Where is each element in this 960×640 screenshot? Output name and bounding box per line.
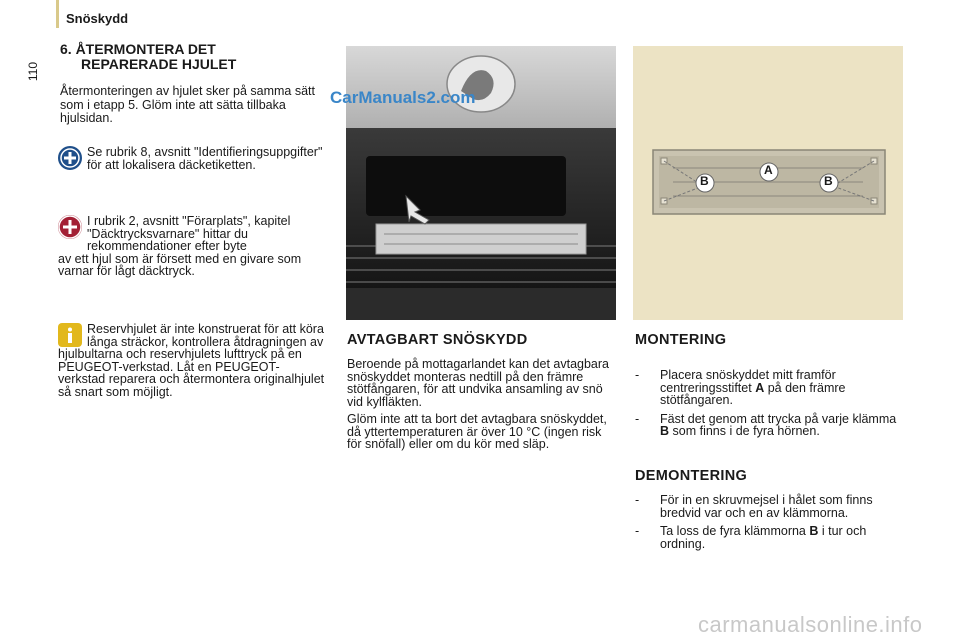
section-title-removal: DEMONTERING [635,468,748,484]
label-b-left: B [700,174,709,188]
note-text-rest: hjulbultarna och reservhjulets lufttryck på en PEUGEOT-verkstad. Låt en PEUGEOT-verkstad reparera och återmontera originalhjulet så snart som möjligt. [58,347,325,399]
intro-paragraph: Återmonteringen av hjulet sker på samma sätt som i etapp 5. Glöm inte att sätta tillbaka hjulsidan. [60,84,315,125]
info-icon [58,323,82,347]
removable-guard-text [347,358,617,456]
note-text-first: Reservhjulet är inte konstruerat för att köra långa sträckor, kontrollera åtdragningen av [87,322,324,349]
photo-watermark: CarManuals2.com [330,88,476,107]
label-a: A [764,163,773,177]
section-title-mounting: MONTERING [635,332,727,348]
paragraph: Glöm inte att ta bort det avtagbara snöskyddet, då yttertemperaturen är över 10 °C (ingen risk för snöfall) eller om du kör med släp. [347,412,607,451]
plus-icon [58,146,82,170]
note-identification [58,146,326,171]
header-accent-bar [56,0,59,28]
diagram-snow-guard [633,46,903,320]
footer-watermark: carmanualsonline.info [698,612,923,637]
page-number: 110 [26,62,40,82]
heading-line-1: 6. ÅTERMONTERA DET [60,41,216,57]
note-text-first: I rubrik 2, avsnitt "Förarplats", kapitel "Däcktrycksvarnare" hittar du rekommendationer efter byte [87,214,291,253]
section-title-removable-guard: AVTAGBART SNÖSKYDD [347,332,528,348]
list-item: - Fäst det genom att trycka på varje klämma B som finns i de fyra hörnen. [635,413,905,438]
mounting-steps [635,369,905,444]
list-item: - Ta loss de fyra klämmorna B i tur och ordning. [635,525,905,550]
page-header-title: Snöskydd [66,11,129,26]
plus-icon [58,215,82,239]
note-tire-pressure [58,215,326,278]
photo-front-bumper [330,46,616,320]
paragraph: Beroende på mottagarlandet kan det avtagbara snöskyddet monteras nedtill på den främre stötfångaren, för att undvika ansamling av snö vid kylfläkten. [347,357,609,409]
note-spare-wheel [58,323,326,398]
label-b-right: B [824,174,833,188]
note-text: Se rubrik 8, avsnitt "Identifieringsuppgifter" för att lokalisera däcketiketten. [87,145,323,172]
note-text-rest: av ett hjul som är försett med en givare som varnar för lågt däcktryck. [58,251,302,278]
page-number-container [26,62,40,92]
section-heading-reassemble [60,42,330,72]
list-item: - Placera snöskyddet mitt framför centreringsstiftet A på den främre stötfångaren. [635,369,905,407]
heading-line-2: REPARERADE HJULET [81,56,237,72]
removal-steps [635,494,905,556]
list-item: - För in en skruvmejsel i hålet som finns bredvid var och en av klämmorna. [635,494,905,519]
